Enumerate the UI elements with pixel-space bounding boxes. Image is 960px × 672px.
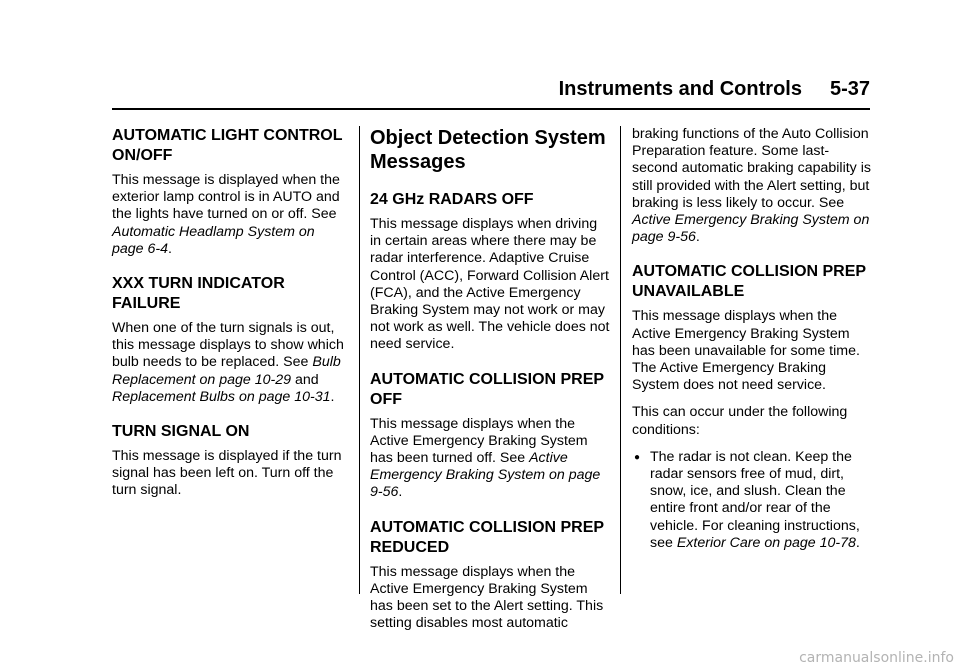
page-number: 5-37 bbox=[829, 78, 870, 100]
page-header bbox=[0, 78, 870, 101]
paragraph: This message displays when the Active Emergency Braking System has been unavailable for some time. The Active Emergency Braking System does not need service. bbox=[632, 308, 860, 394]
paragraph: braking functions of the Auto Collision Preparation feature. Some last-second automatic braking capability is still provided with the Alert setting, but braking is less likely to occur. See Active Emergency Braking System on page 9-56. bbox=[632, 126, 871, 246]
cross-reference-link[interactable]: Bulb Replacement on page 10-29 bbox=[112, 354, 341, 388]
conditions-list bbox=[632, 449, 874, 552]
section-heading: Object Detection System Messages bbox=[370, 127, 606, 173]
heading-collision-prep-unavailable: AUTOMATIC COLLISION PREP UNAVAILABLE bbox=[632, 263, 866, 301]
heading-radars-off: 24 GHz RADARS OFF bbox=[370, 191, 534, 208]
paragraph: This message displays when the Active Emergency Braking System has been turned off. See Active Emergency Braking System on page 9-56. bbox=[370, 415, 601, 501]
heading-light-control: AUTOMATIC LIGHT CONTROL ON/OFF bbox=[112, 127, 343, 164]
heading-turn-indicator: XXX TURN INDICATOR FAILURE bbox=[112, 275, 285, 313]
paragraph: This message displays when the Active Emergency Braking System has been set to the Alert setting. This setting disables most automatic bbox=[370, 563, 604, 632]
cross-reference-link[interactable]: Automatic Headlamp System on page 6-4 bbox=[112, 223, 315, 257]
paragraph: This can occur under the following conditions: bbox=[632, 404, 848, 438]
cross-reference-link[interactable]: Replacement Bulbs on page 10-31 bbox=[112, 388, 331, 405]
heading-turn-signal: TURN SIGNAL ON bbox=[112, 423, 250, 441]
paragraph: This message displays when driving in certain areas where there may be radar interference. Adaptive Cruise Control (ACC), Forward Collision Alert (FCA), and the Active Emergency Braking System may not work or may not work as well. The vehicle does not need service. bbox=[370, 216, 610, 353]
cross-reference-link[interactable]: Active Emergency Braking System on page 9-56 bbox=[370, 450, 601, 501]
paragraph: This message is displayed if the turn signal has been left on. Turn off the turn signal. bbox=[112, 448, 342, 499]
paragraph: This message is displayed when the exterior lamp control is in AUTO and the lights have turned on or off. See Automatic Headlamp System on page 6-4. bbox=[112, 172, 340, 257]
watermark: carmanualsonline.info bbox=[799, 650, 954, 666]
column-divider bbox=[359, 126, 360, 594]
cross-reference-link[interactable]: Active Emergency Braking System on page 9-56 bbox=[632, 212, 870, 246]
cross-reference-link[interactable]: Exterior Care on page 10-78 bbox=[676, 534, 856, 551]
paragraph: When one of the turn signals is out, this message displays to show which bulb needs to be replaced. See Bulb Replacement on page 10-29 and Replacement Bulbs on page 10-31. bbox=[112, 320, 344, 405]
bullet-icon: ● bbox=[634, 451, 641, 463]
column-1 bbox=[112, 126, 350, 510]
header-rule bbox=[112, 108, 870, 110]
section-title: Instruments and Controls bbox=[558, 78, 802, 100]
heading-collision-prep-off: AUTOMATIC COLLISION PREP OFF bbox=[370, 370, 604, 408]
list-item: ● The radar is not clean. Keep the radar sensors free of mud, dirt, snow, ice, and slush. Clean the entire front and/or rear of the vehicle. For cleaning instructions, see Exterior Care on page 10-78. bbox=[634, 448, 860, 551]
column-3 bbox=[632, 126, 874, 552]
heading-collision-prep-reduced: AUTOMATIC COLLISION PREP REDUCED bbox=[370, 518, 604, 556]
column-divider bbox=[620, 126, 621, 594]
column-2 bbox=[370, 126, 610, 642]
